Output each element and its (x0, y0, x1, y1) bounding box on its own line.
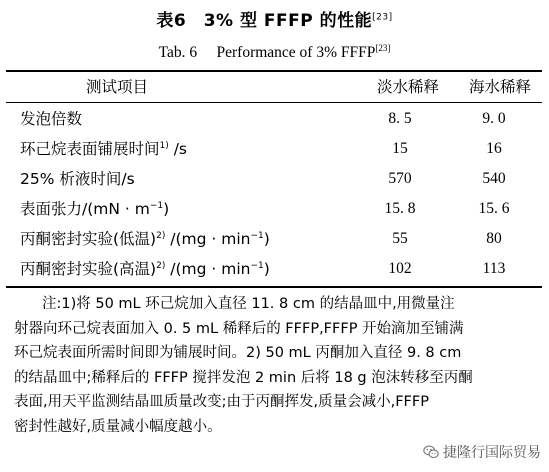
row-footnote-marker: 2) (156, 260, 166, 271)
header-sea-water: 海水稀释 (468, 78, 531, 96)
row-label-text: 表面张力/(mN · m (20, 200, 150, 218)
row-label-text: 环己烷表面铺展时间 (20, 140, 160, 158)
row-label (20, 254, 270, 284)
footnote-line: 环己烷表面所需时间即为铺展时间。2) 50 mL 丙酮加入直径 9. 8 cm (14, 345, 462, 362)
row-unit: ) (163, 200, 170, 218)
watermark (423, 442, 541, 462)
row-label (20, 134, 187, 164)
footnote-line: 的结晶皿中;稀释后的 FFFP 搅拌发泡 2 min 后将 18 g 泡沫转移至丙酮 (14, 369, 473, 386)
footnote-line: 注:1)将 50 mL 环己烷加入直径 11. 8 cm 的结晶皿中,用微量注 (42, 296, 455, 312)
sea-value: 540 (482, 170, 506, 187)
fresh-value: 8. 5 (388, 110, 412, 127)
title-en-reference: [23] (375, 42, 391, 53)
row-label-text: 丙酮密封实验(高温) (20, 260, 157, 278)
footnote-line: 表面,用天平监测结晶皿质量改变;由于丙酮挥发,质量会减小,FFFP (14, 394, 429, 411)
table-row (6, 104, 542, 134)
row-footnote-marker: 2) (156, 230, 166, 241)
table-title-en-text: Tab. 6 Performance of 3% FFFP (158, 44, 376, 61)
sea-value: 9. 0 (482, 110, 506, 127)
row-label-text: 丙酮密封实验(低温) (20, 230, 157, 248)
table-row (6, 224, 542, 254)
row-label-text: 25% 析液时间/s (20, 170, 135, 188)
row-unit-end: ) (263, 230, 270, 248)
title-zh-reference: [23] (372, 12, 393, 23)
row-label (20, 224, 270, 254)
table-row (6, 254, 542, 284)
sea-value: 16 (486, 140, 502, 157)
fresh-value: 570 (388, 170, 412, 187)
fresh-value: 55 (392, 230, 408, 247)
table-title-en (0, 40, 549, 62)
row-label-text: 发泡倍数 (20, 110, 83, 128)
row-unit: /(mg · min (165, 230, 251, 248)
row-label (20, 164, 135, 194)
watermark-text: 捷隆行国际贸易 (443, 445, 541, 461)
row-unit-end: ) (263, 260, 270, 278)
table-row (6, 134, 542, 164)
row-label (20, 194, 169, 224)
table-row (6, 194, 542, 224)
header-test-item: 测试项目 (86, 78, 149, 96)
fresh-value: 102 (388, 260, 412, 277)
sea-value: 113 (482, 260, 506, 277)
wechat-icon (423, 444, 439, 460)
table-bottom-rule (6, 286, 542, 288)
row-unit: /s (168, 140, 187, 158)
row-unit-exponent: −1 (149, 200, 164, 211)
sea-value: 80 (486, 230, 502, 247)
row-unit-exponent: −1 (250, 260, 264, 271)
table-header-row (6, 72, 542, 102)
row-unit-exponent: −1 (250, 230, 264, 241)
sea-value: 15. 6 (478, 200, 510, 217)
table-footnote (14, 292, 538, 440)
fresh-value: 15 (392, 140, 408, 157)
header-fresh-water: 淡水稀释 (376, 78, 439, 96)
table-header-rule (6, 102, 542, 103)
fresh-value: 15. 8 (384, 200, 416, 217)
footnote-line: 射器向环己烷表面加入 0. 5 mL 稀释后的 FFFP,FFFP 开始滴加至铺满 (14, 320, 464, 337)
row-label (20, 104, 82, 134)
table-title-zh (0, 6, 549, 31)
table-title-zh-text: 表6 3% 型 FFFP 的性能 (156, 11, 373, 31)
row-footnote-marker: 1) (159, 140, 169, 151)
footnote-line: 密封性越好,质量减小幅度越小。 (14, 418, 222, 435)
table-row (6, 164, 542, 194)
row-unit: /(mg · min (165, 260, 251, 278)
